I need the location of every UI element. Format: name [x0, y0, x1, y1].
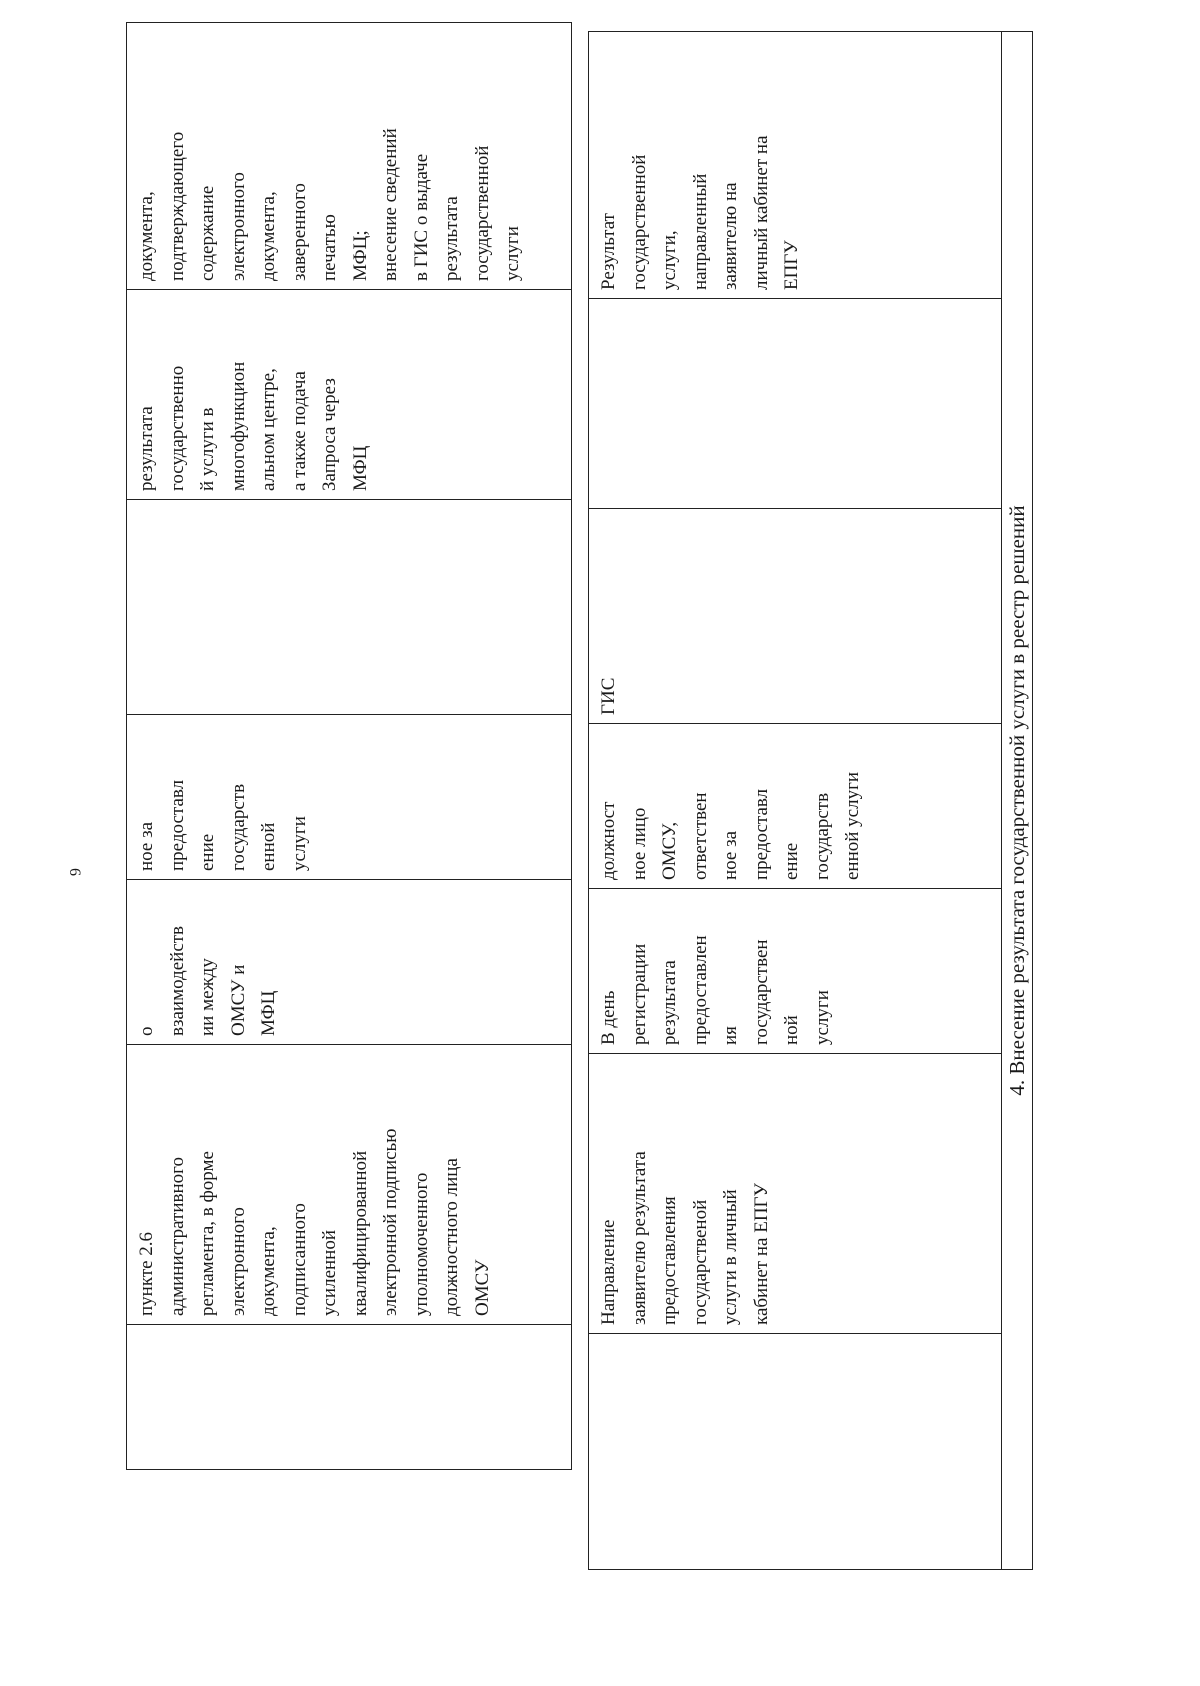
table-row [589, 32, 1002, 1570]
table-cell: документа, подтверждающего содержание электронного документа, заверенного печатью МФЦ; внесение сведений в ГИС о выдаче результата государственной услуги [127, 23, 572, 290]
table-cell: Результат государственной услуги, направленный заявителю на личный кабинет на ЕПГУ [589, 32, 1002, 299]
table-cell [589, 1334, 1002, 1570]
table-cell: ное за предоставл ение государств енной услуги [127, 715, 572, 880]
table-top [126, 22, 572, 1470]
table-cell: В день регистрации результата предоставлен ия государствен ной услуги [589, 889, 1002, 1054]
table-cell: ГИС [589, 509, 1002, 724]
table-cell: пункте 2.6 административного регламента, в форме электронного документа, подписанного усиленной квалифицированной электронной подписью уполномоченного должностного лица ОМСУ [127, 1045, 572, 1325]
table-cell: результата государственно й услуги в многофункцион альном центре, а также подача Запроса через МФЦ [127, 290, 572, 500]
table-cell: должност ное лицо ОМСУ, ответствен ное за предоставл ение государств енной услуги [589, 724, 1002, 889]
table-cell [127, 1325, 572, 1470]
table-cell: о взаимодейств ии между ОМСУ и МФЦ [127, 880, 572, 1045]
section-heading: 4. Внесение результата государственной услуги в реестр решений [1002, 32, 1033, 1570]
page-number: 6 [66, 868, 83, 876]
table-bottom [588, 31, 1033, 1570]
table-row [127, 23, 572, 1470]
table-cell [589, 299, 1002, 509]
table-cell [127, 500, 572, 715]
table-cell: Направление заявителю результата предоставления государственой услуги в личный кабинет на ЕПГУ [589, 1054, 1002, 1334]
section-heading-row [1002, 32, 1033, 1570]
